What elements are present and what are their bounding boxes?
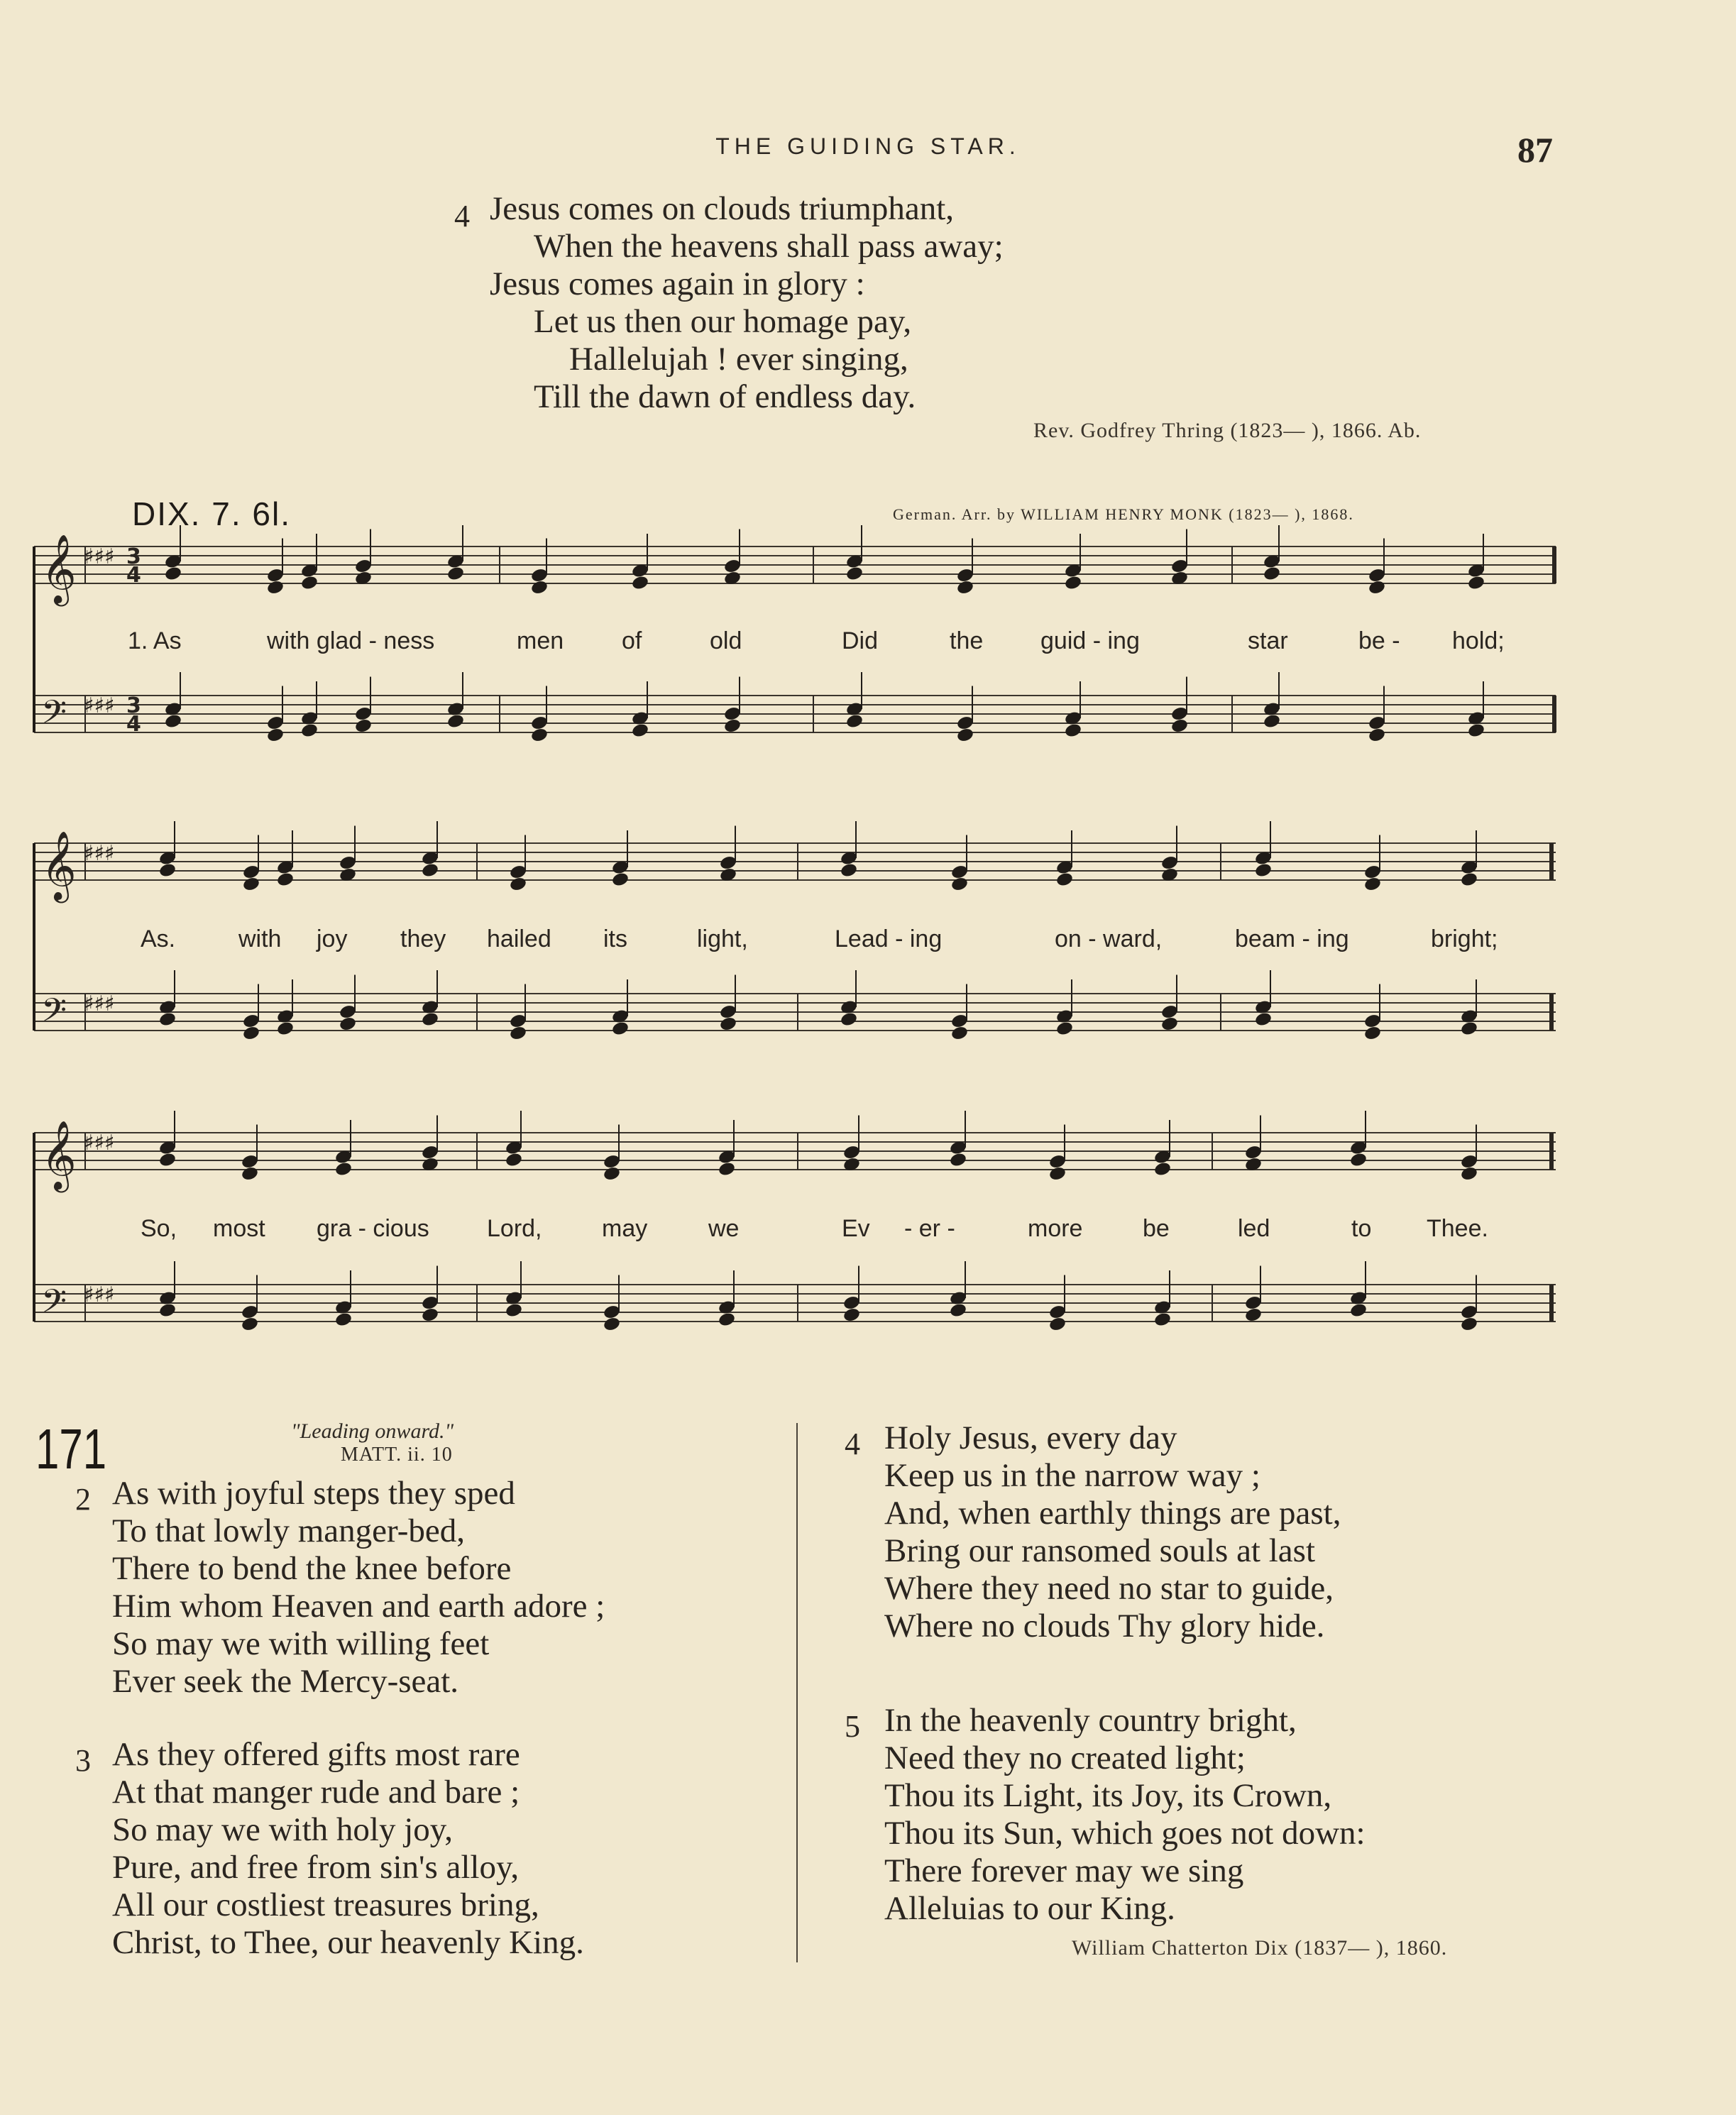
note-head [1460,1021,1478,1037]
note-head [603,1165,621,1182]
lyric-syllable: guid - ing [1040,627,1140,654]
lyric-syllable: hold; [1452,627,1505,654]
lyric-syllable: bright; [1431,925,1498,952]
note-head [950,876,969,892]
hymn-number: 171 [35,1417,107,1480]
note-head [845,713,864,730]
note-head [421,1307,439,1323]
note-head [631,723,649,739]
note-head [446,566,465,582]
note-head [1048,1316,1067,1332]
lyric-syllable: more [1028,1215,1083,1242]
lyric-syllable: they [400,925,446,952]
note-head [446,713,465,730]
lyric-syllable: - er - [904,1215,955,1242]
lyric-syllable: 1. As [128,627,182,654]
note-head [723,718,742,734]
note-head [505,1302,523,1319]
note-head [505,1152,523,1168]
lyric-syllable: men [517,627,564,654]
note-head [276,872,295,888]
lyrics-system-2 [0,925,1736,957]
treble-clef: 𝄞 [41,830,77,900]
top-verse-line: Hallelujah ! ever singing, [569,341,908,378]
lyric-syllable: led [1238,1215,1270,1242]
verse-4 [823,1419,1675,1654]
verse-line: Where they need no star to guide, [884,1570,1334,1607]
bass-clef: 𝄢 [41,991,67,1038]
running-title: THE GUIDING STAR. [715,133,1021,159]
lyric-syllable: beam - ing [1235,925,1349,952]
note-head [164,566,182,582]
note-head [845,566,864,582]
top-verse-line: When the heavens shall pass away; [534,228,1004,265]
time-signature: 3 [126,693,141,718]
treble-clef: 𝄞 [41,1120,77,1190]
verse-number: 2 [75,1482,91,1517]
note-head [1254,862,1273,879]
note-head [241,1316,259,1332]
note-head [1368,579,1386,595]
note-head [300,575,319,591]
note-head [1170,718,1189,734]
time-signature: 3 [126,544,141,569]
lyric-syllable: to [1351,1215,1372,1242]
note-head [956,579,974,595]
note-head [421,1011,439,1028]
note-head [1363,1025,1382,1041]
note-head [158,1302,177,1319]
note-head [158,1152,177,1168]
lyric-syllable: on - ward, [1055,925,1163,952]
lyric-syllable: we [708,1215,740,1242]
verse-line: Him whom Heaven and earth adore ; [112,1588,605,1625]
note-head [1460,872,1478,888]
bass-clef: 𝄢 [41,693,67,740]
verse-number: 5 [845,1709,860,1744]
key-signature: ♯♯♯ [84,991,115,1016]
hymn-subtitle: "Leading onward." [291,1419,454,1443]
time-signature: 4 [126,563,141,588]
note-head [1160,1016,1179,1032]
column-divider [796,1423,798,1962]
note-head [509,876,527,892]
note-head [1244,1307,1263,1323]
verse-line: Thou its Light, its Joy, its Crown, [884,1777,1332,1814]
verse-line: At that manger rude and bare ; [112,1774,520,1811]
verse-number: 4 [845,1427,860,1461]
lyric-syllable: Thee. [1427,1215,1488,1242]
note-head [719,1016,737,1032]
verse-line: Thou its Sun, which goes not down: [884,1815,1366,1852]
note-head [241,1165,259,1182]
verse-2 [0,1475,795,1709]
lyric-syllable: As. [141,925,176,952]
note-head [1263,566,1281,582]
note-head [1460,1165,1478,1182]
lyric-syllable: light, [697,925,748,952]
verse-line: There to bend the knee before [112,1550,512,1587]
note-head [1064,723,1082,739]
verse-line: Need they no created light; [884,1740,1246,1776]
key-signature: ♯♯♯ [84,1282,115,1307]
note-head [949,1302,967,1319]
top-verse-line: Jesus comes on clouds triumphant, [490,190,955,227]
lyric-syllable: may [602,1215,648,1242]
verse-line: In the heavenly country bright, [884,1702,1297,1739]
verse-line: So may we with willing feet [112,1625,490,1662]
note-head [611,1021,630,1037]
note-head [840,862,858,879]
verse-line: Christ, to Thee, our heavenly King. [112,1924,584,1961]
note-head [842,1307,861,1323]
verse-line: Where no clouds Thy glory hide. [884,1608,1325,1644]
top-verse-attribution: Rev. Godfrey Thring (1823— ), 1866. Ab. [1033,419,1422,442]
lyric-syllable: with [238,925,282,952]
lyric-syllable: So, [141,1215,177,1242]
verse-line: There forever may we sing [884,1852,1244,1889]
note-head [1467,575,1485,591]
verse-line: Pure, and free from sin's alloy, [112,1849,520,1886]
note-head [718,1312,736,1328]
treble-clef: 𝄞 [41,534,77,603]
verse-line: Alleluias to our King. [884,1890,1175,1927]
note-head [1467,723,1485,739]
note-head [300,723,319,739]
note-head [1048,1165,1067,1182]
top-verse-line: Let us then our homage pay, [534,303,912,340]
verse-line: So may we with holy joy, [112,1811,453,1848]
verse-line: Ever seek the Mercy-seat. [112,1663,459,1700]
lyric-syllable: of [622,627,642,654]
note-head [1254,1011,1273,1028]
lyric-syllable: be - [1358,627,1400,654]
lyrics-system-1 [0,627,1736,659]
note-head [1363,876,1382,892]
verse-line: As with joyful steps they sped [112,1475,515,1512]
lyric-syllable: its [603,925,627,952]
top-verse-line: Till the dawn of endless day. [534,378,916,415]
lyric-syllable: be [1143,1215,1170,1242]
note-head [334,1312,353,1328]
note-head [1349,1302,1368,1319]
verse-line: And, when earthly things are past, [884,1495,1341,1532]
note-head [266,579,285,595]
note-head [840,1011,858,1028]
key-signature: ♯♯♯ [84,544,115,569]
note-head [158,1011,177,1028]
note-head [1349,1152,1368,1168]
note-head [718,1161,736,1177]
note-head [1460,1316,1478,1332]
time-signature: 4 [126,712,141,737]
note-head [421,862,439,879]
verse-line: Keep us in the narrow way ; [884,1457,1260,1494]
note-head [956,727,974,743]
lyric-syllable: Lead - ing [835,925,943,952]
lyric-syllable: the [950,627,984,654]
lyric-syllable: joy [317,925,348,952]
lyric-syllable: Did [842,627,879,654]
note-head [1153,1161,1172,1177]
note-head [266,727,285,743]
note-head [1064,575,1082,591]
note-head [334,1161,353,1177]
note-head [950,1025,969,1041]
verse-3 [0,1736,795,1970]
note-head [242,876,260,892]
note-head [339,1016,357,1032]
note-head [530,579,549,595]
lyric-syllable: most [213,1215,265,1242]
tune-name: DIX. 7. 6l. [132,495,291,532]
note-head [631,575,649,591]
verse-5 [823,1702,1675,1936]
note-head [603,1316,621,1332]
note-head [164,713,182,730]
verse-line: Bring our ransomed souls at last [884,1532,1316,1569]
top-verse [0,190,1736,446]
key-signature: ♯♯♯ [84,841,115,866]
note-head [949,1152,967,1168]
bass-clef: 𝄢 [41,1282,67,1329]
key-signature: ♯♯♯ [84,1131,115,1155]
note-head [276,1021,295,1037]
lyric-syllable: hailed [487,925,551,952]
hymn-attribution: William Chatterton Dix (1837— ), 1860. [1072,1936,1448,1960]
note-head [1368,727,1386,743]
composer-credit: German. Arr. by WILLIAM HENRY MONK (1823— ), 1868. [893,505,1354,523]
verse-line: As they offered gifts most rare [112,1736,520,1773]
note-head [242,1025,260,1041]
key-signature: ♯♯♯ [84,693,115,718]
lyrics-system-3 [0,1215,1736,1246]
scripture-reference: MATT. ii. 10 [341,1444,453,1466]
lyric-syllable: with glad - ness [267,627,435,654]
note-head [1055,1021,1074,1037]
note-head [611,872,630,888]
lyric-syllable: gra - cious [317,1215,429,1242]
note-head [1153,1312,1172,1328]
lyric-syllable: Ev [842,1215,870,1242]
note-head [1055,872,1074,888]
note-head [158,862,177,879]
page-number: 87 [1517,130,1553,170]
note-head [354,718,373,734]
note-head [530,727,549,743]
lyric-syllable: Lord, [487,1215,542,1242]
note-head [509,1025,527,1041]
top-verse-number: 4 [454,199,470,234]
lyric-syllable: old [710,627,742,654]
verse-line: To that lowly manger-bed, [112,1512,465,1549]
lyric-syllable: star [1248,627,1288,654]
note-head [1263,713,1281,730]
verse-number: 3 [75,1743,91,1778]
top-verse-line: Jesus comes again in glory : [490,265,865,302]
verse-line: Holy Jesus, every day [884,1419,1177,1456]
verse-line: All our costliest treasures bring, [112,1886,539,1923]
